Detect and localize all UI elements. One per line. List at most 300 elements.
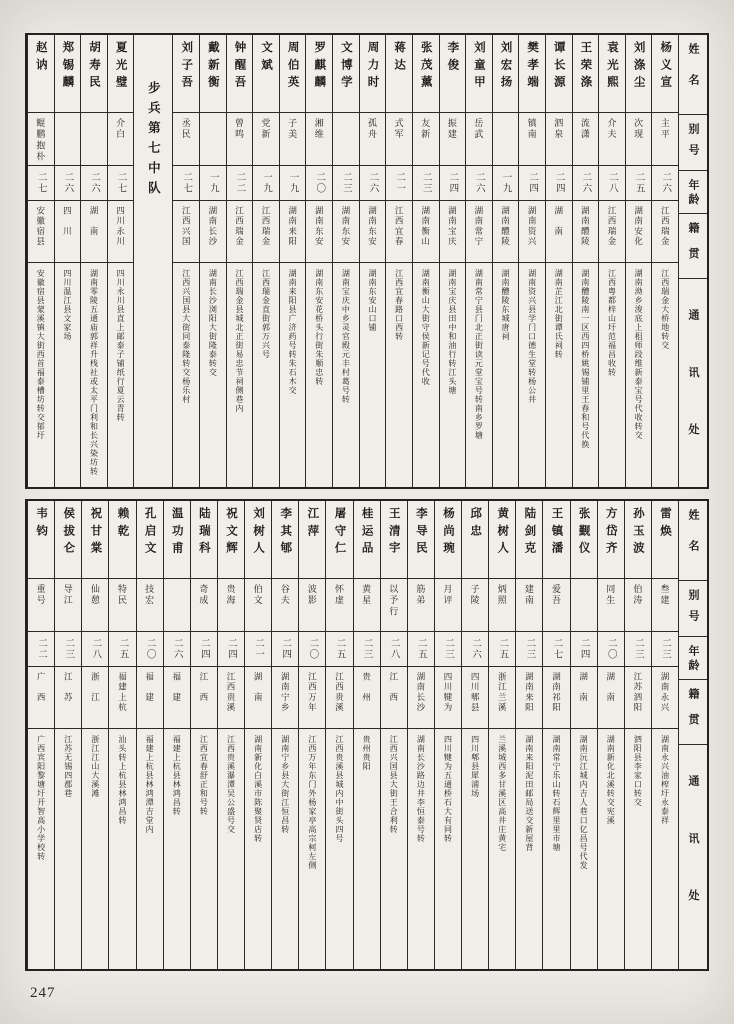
person-origin: 湖南宁乡: [280, 672, 291, 713]
person-name-cell: [306, 35, 332, 113]
person-age: 二七: [115, 172, 126, 194]
person-origin: 湖南永兴: [659, 672, 670, 713]
person-address: 江西瑞金直街郭万兴号: [261, 269, 271, 359]
person-address-cell: [360, 263, 386, 487]
person-name-cell: [82, 501, 108, 579]
person-address-cell: [408, 729, 434, 969]
person-alias-cell: [543, 579, 569, 632]
person-name: 方岱齐: [604, 507, 617, 559]
person-alias-cell: [516, 579, 542, 632]
person-name: 黄树人: [496, 507, 509, 559]
person-origin: 江苏泗阳: [632, 672, 643, 713]
person-age: 二五: [415, 638, 426, 660]
person-address-cell: [599, 263, 625, 487]
person-alias-cell: [626, 113, 652, 166]
person-age: 二四: [225, 638, 236, 660]
person-column: [252, 35, 279, 487]
person-name: 戴新衡: [206, 41, 219, 93]
person-name-cell: [519, 35, 545, 113]
person-age: 二〇: [307, 638, 318, 660]
person-alias-cell: [435, 579, 461, 632]
person-origin-cell: [386, 201, 412, 263]
person-origin: 湖 南: [553, 206, 564, 237]
person-address-cell: [326, 729, 352, 969]
person-column: [226, 35, 253, 487]
person-origin: 江西贵溪: [334, 672, 345, 713]
person-name-cell: [253, 35, 279, 113]
person-alias: 炳照: [496, 584, 507, 607]
person-address: 江西兴国县大街同泰隆转交杨乐村: [181, 269, 191, 404]
person-age-cell: [519, 166, 545, 201]
person-address: 湖南泑乡浚底上租师段维新泰宝号代收转交: [634, 269, 644, 440]
person-origin-cell: [55, 201, 81, 263]
person-alias: 叁建: [659, 584, 670, 607]
person-origin-cell: [573, 201, 599, 263]
person-address: 湖南常宁县门北正街读元堂宝号转南乡罗塘: [474, 269, 484, 440]
person-column: [380, 501, 407, 969]
person-age: 二六: [171, 638, 182, 660]
person-address-cell: [652, 263, 678, 487]
person-address: 湖南来阳泥田邮局送交新屋背: [524, 735, 534, 852]
person-name: 钟醒吾: [233, 41, 246, 93]
person-age: 二二: [234, 172, 245, 194]
person-alias: 同生: [605, 584, 616, 607]
person-column: [172, 35, 199, 487]
person-origin: 江西兴国: [181, 206, 192, 247]
person-name: 罗麒麟: [313, 41, 326, 93]
person-age: 二三: [340, 172, 351, 194]
person-age: 二六: [660, 172, 671, 194]
person-origin: 福建上杭: [117, 672, 128, 713]
person-address-cell: [354, 729, 380, 969]
person-alias-cell: [82, 579, 108, 632]
person-alias: 主平: [659, 118, 670, 141]
person-origin: 湖南东安: [340, 206, 351, 247]
person-age: 二七: [35, 172, 46, 194]
person-age: 二一: [394, 172, 405, 194]
person-name-cell: [435, 501, 461, 579]
person-column: [217, 501, 244, 969]
person-address-cell: [200, 263, 226, 487]
person-origin: 湖南来阳: [287, 206, 298, 247]
person-alias-cell: [108, 113, 134, 166]
person-age: 二八: [388, 638, 399, 660]
person-alias: 孤舟: [366, 118, 377, 141]
person-alias: 特民: [116, 584, 127, 607]
person-origin-cell: [326, 667, 352, 729]
person-address-cell: [489, 729, 515, 969]
roster-table-bottom: [25, 499, 709, 971]
person-age-cell: [354, 632, 380, 667]
person-name: 孔启文: [143, 507, 156, 559]
person-name-cell: [573, 35, 599, 113]
person-name-cell: [360, 35, 386, 113]
header-address-label-cell: [679, 279, 707, 487]
person-column: [298, 501, 325, 969]
person-origin: 安徽宿县: [35, 206, 46, 247]
person-name: 温功甫: [170, 507, 183, 559]
person-name-cell: [386, 35, 412, 113]
person-name-cell: [55, 501, 81, 579]
person-alias: 技宏: [144, 584, 155, 607]
person-alias-cell: [191, 579, 217, 632]
person-name-cell: [489, 501, 515, 579]
person-origin-cell: [227, 201, 253, 263]
person-name: 刘宏扬: [499, 41, 512, 93]
person-age-cell: [573, 166, 599, 201]
person-name: 张觐仪: [577, 507, 590, 559]
person-age-cell: [55, 166, 81, 201]
header-age-label-cell: [679, 637, 707, 680]
person-address-cell: [55, 729, 81, 969]
person-alias: 式军: [393, 118, 404, 141]
header-column: [678, 35, 707, 487]
person-age-cell: [543, 632, 569, 667]
person-alias: 月评: [442, 584, 453, 607]
person-address: 湖南新化北溪转交宪溪: [606, 735, 616, 825]
person-alias: 鲲鹏抱朴: [35, 118, 46, 163]
person-column: [54, 35, 81, 487]
person-column: [465, 35, 492, 487]
person-address-cell: [440, 263, 466, 487]
person-alias: 贵海: [225, 584, 236, 607]
person-origin-cell: [571, 667, 597, 729]
person-origin-cell: [626, 201, 652, 263]
person-origin: 湖南长沙: [415, 672, 426, 713]
person-address: 湖南来阳县广济药号转朱石木交: [288, 269, 298, 395]
person-origin: 浙江兰溪: [497, 672, 508, 713]
person-column: [412, 35, 439, 487]
person-alias-cell: [253, 113, 279, 166]
person-age: 二六: [580, 172, 591, 194]
person-name-cell: [543, 501, 569, 579]
person-origin-cell: [280, 201, 306, 263]
person-address: 湖南资兴县学门口德生堂转杨公井: [527, 269, 537, 404]
person-origin-cell: [599, 201, 625, 263]
person-age: 二〇: [314, 172, 325, 194]
person-alias-cell: [200, 113, 226, 166]
person-alias-cell: [466, 113, 492, 166]
person-alias-cell: [598, 579, 624, 632]
person-name-cell: [626, 35, 652, 113]
person-alias: 爱吾: [550, 584, 561, 607]
person-address: 浙江江山大溪滩: [90, 735, 100, 798]
person-name: 张茂薰: [419, 41, 432, 93]
person-alias-cell: [408, 579, 434, 632]
person-column: [27, 35, 54, 487]
person-age-cell: [360, 166, 386, 201]
person-alias-cell: [360, 113, 386, 166]
person-origin: 江西瑞金: [234, 206, 245, 247]
person-column: [439, 35, 466, 487]
person-name: 周力时: [366, 41, 379, 93]
person-address-cell: [652, 729, 678, 969]
person-name: 祝甘棠: [89, 507, 102, 559]
person-alias: 曾鸣: [233, 118, 244, 141]
person-alias: 湘维: [313, 118, 324, 141]
person-age-cell: [333, 166, 359, 201]
person-age: 一九: [261, 172, 272, 194]
person-name-cell: [516, 501, 542, 579]
person-alias-cell: [519, 113, 545, 166]
person-origin: 江西宜春: [394, 206, 405, 247]
person-alias-cell: [109, 579, 135, 632]
person-column: [518, 35, 545, 487]
person-address-cell: [306, 263, 332, 487]
person-origin: 湖南资兴: [527, 206, 538, 247]
person-age: 二四: [198, 638, 209, 660]
header-alias-label-cell: [679, 581, 707, 637]
person-alias-cell: [462, 579, 488, 632]
person-age-cell: [191, 632, 217, 667]
person-age: 二六: [62, 172, 73, 194]
person-alias-cell: [245, 579, 271, 632]
person-alias: 子陵: [469, 584, 480, 607]
person-address: 福建上杭县林鸿昌转: [172, 735, 182, 816]
person-age: 一九: [287, 172, 298, 194]
person-alias: 党新: [260, 118, 271, 141]
person-name-cell: [173, 35, 199, 113]
person-age: 二〇: [605, 638, 616, 660]
person-name-cell: [333, 35, 359, 113]
person-origin-cell: [413, 201, 439, 263]
person-age-cell: [625, 632, 651, 667]
person-alias-cell: [652, 113, 678, 166]
person-origin: 广 西: [36, 672, 47, 703]
person-alias: 筋弟: [415, 584, 426, 607]
person-address-cell: [516, 729, 542, 969]
person-age-cell: [652, 166, 678, 201]
person-origin: 湖 南: [578, 672, 589, 703]
person-name-cell: [381, 501, 407, 579]
person-origin-cell: [173, 201, 199, 263]
person-name: 陆瑞科: [197, 507, 210, 559]
person-origin: 四川犍为: [442, 672, 453, 713]
person-column: [488, 501, 515, 969]
header-alias-label-cell: [679, 115, 707, 171]
person-column: [651, 501, 678, 969]
person-address: 湖南宝庆县田中和油行转江头塘: [447, 269, 457, 395]
person-address: 汕头转上杭县林鸿昌转: [117, 735, 127, 825]
header-address-label: 通讯处: [687, 309, 699, 481]
header-age-label-cell: [679, 171, 707, 214]
person-column: [107, 35, 134, 487]
person-age-cell: [164, 632, 190, 667]
person-alias-cell: [81, 113, 107, 166]
person-address-cell: [218, 729, 244, 969]
person-column: [279, 35, 306, 487]
person-address: 湖南东安花桥头行街朱顺忠转: [314, 269, 324, 386]
person-age-cell: [386, 166, 412, 201]
person-age-cell: [599, 166, 625, 201]
person-name-cell: [280, 35, 306, 113]
person-address: 湖南东安山口铺: [367, 269, 377, 332]
person-age: 二三: [659, 638, 670, 660]
person-name: 刘树人: [252, 507, 265, 559]
person-address-cell: [299, 729, 325, 969]
person-alias-cell: [333, 113, 359, 166]
person-column: [434, 501, 461, 969]
person-name: 赵讷: [34, 41, 47, 76]
person-name-cell: [598, 501, 624, 579]
person-alias-cell: [227, 113, 253, 166]
person-alias: 次现: [633, 118, 644, 141]
person-column: [407, 501, 434, 969]
person-column: [54, 501, 81, 969]
person-address-cell: [413, 263, 439, 487]
person-name: 周伯英: [286, 41, 299, 93]
person-address: 湖南长沙路边井李恒泰号转: [416, 735, 426, 843]
person-alias-cell: [326, 579, 352, 632]
person-name-cell: [493, 35, 519, 113]
person-name: 樊孝端: [526, 41, 539, 93]
person-origin-cell: [108, 201, 134, 263]
person-age: 二五: [117, 638, 128, 660]
person-address: 湖南宁乡县大街江恒昌转: [280, 735, 290, 834]
person-alias: 丞民: [180, 118, 191, 141]
person-origin-cell: [440, 201, 466, 263]
person-address: 四川温江县文家场: [62, 269, 72, 341]
person-name: 李导民: [414, 507, 427, 559]
person-column: [461, 501, 488, 969]
page-number: 247: [30, 985, 56, 1001]
person-address-cell: [519, 263, 545, 487]
person-age: 二四: [527, 172, 538, 194]
person-alias: 仙憩: [89, 584, 100, 607]
person-alias: 岳武: [473, 118, 484, 141]
person-age: 二四: [447, 172, 458, 194]
person-origin: 湖南醴陵: [580, 206, 591, 247]
person-origin-cell: [28, 201, 54, 263]
person-address: 湖南衡山大街守侯新记号代收: [421, 269, 431, 386]
person-origin-cell: [272, 667, 298, 729]
person-name: 王镇潘: [550, 507, 563, 559]
person-address-cell: [191, 729, 217, 969]
person-age-cell: [516, 632, 542, 667]
person-name-cell: [137, 501, 163, 579]
person-alias-cell: [28, 579, 54, 632]
person-column: [542, 501, 569, 969]
person-column: [108, 501, 135, 969]
person-age: 二五: [334, 638, 345, 660]
person-origin: 湖 南: [605, 672, 616, 703]
person-origin-cell: [55, 667, 81, 729]
person-alias-cell: [55, 579, 81, 632]
person-age: 二八: [606, 172, 617, 194]
person-name-cell: [354, 501, 380, 579]
person-address: 江西万年东门外杨家亭高宗柯左侧: [307, 735, 317, 870]
person-age-cell: [546, 166, 572, 201]
person-column: [190, 501, 217, 969]
person-origin: 湖南醴陵: [500, 206, 511, 247]
person-origin: 四川郫县: [470, 672, 481, 713]
person-origin: 湖南东安: [367, 206, 378, 247]
person-age-cell: [280, 166, 306, 201]
person-name: 谭长源: [552, 41, 565, 93]
person-origin-cell: [652, 201, 678, 263]
person-origin: 江西瑞金: [261, 206, 272, 247]
person-address-cell: [227, 263, 253, 487]
person-name: 桂运品: [360, 507, 373, 559]
person-origin-cell: [28, 667, 54, 729]
person-age: 二七: [181, 172, 192, 194]
person-origin: 江西瑞金: [606, 206, 617, 247]
person-age-cell: [440, 166, 466, 201]
person-address-cell: [82, 729, 108, 969]
person-age-cell: [200, 166, 226, 201]
person-address-cell: [386, 263, 412, 487]
person-alias-cell: [306, 113, 332, 166]
person-origin-cell: [493, 201, 519, 263]
person-column: [332, 35, 359, 487]
person-origin: 湖南祁阳: [551, 672, 562, 713]
person-address-cell: [253, 263, 279, 487]
person-origin-cell: [381, 667, 407, 729]
person-origin-cell: [81, 201, 107, 263]
section-divider-column: [133, 35, 172, 487]
person-column: [572, 35, 599, 487]
person-address: 江西兴国县大街王合利转: [389, 735, 399, 834]
person-age: 二一: [253, 638, 264, 660]
person-origin: 福 建: [171, 672, 182, 703]
person-alias: 黄星: [361, 584, 372, 607]
person-origin-cell: [466, 201, 492, 263]
person-address-cell: [571, 729, 597, 969]
header-name-label-cell: [679, 35, 707, 115]
person-column: [353, 501, 380, 969]
person-alias: 以予行: [388, 584, 399, 618]
person-address: 江西宜春路口西转: [394, 269, 404, 341]
person-age: 二三: [420, 172, 431, 194]
person-name: 李其郇: [279, 507, 292, 559]
person-age-cell: [626, 166, 652, 201]
person-age-cell: [598, 632, 624, 667]
person-name: 邱忠: [469, 507, 482, 542]
person-alias: 谷夫: [279, 584, 290, 607]
person-name-cell: [625, 501, 651, 579]
person-alias: 介夫: [606, 118, 617, 141]
person-column: [271, 501, 298, 969]
person-address: 江西贵溪县城内中街头四号: [334, 735, 344, 843]
person-alias-cell: [413, 113, 439, 166]
person-origin: 江 西: [388, 672, 399, 703]
person-origin-cell: [360, 201, 386, 263]
person-address-cell: [598, 729, 624, 969]
person-name-cell: [164, 501, 190, 579]
person-name: 祝文辉: [224, 507, 237, 559]
person-age: 二三: [361, 638, 372, 660]
person-address-cell: [108, 263, 134, 487]
person-column: [199, 35, 226, 487]
table-frame: [25, 33, 709, 971]
person-age: 二六: [367, 172, 378, 194]
person-column: [136, 501, 163, 969]
person-address-cell: [546, 263, 572, 487]
person-address-cell: [272, 729, 298, 969]
person-column: [244, 501, 271, 969]
person-address: 安徽宿县蒙溪镇大街西首福泰槽坊转交郁圩: [36, 269, 46, 440]
person-age-cell: [173, 166, 199, 201]
header-age-label: 年龄: [687, 179, 699, 208]
person-alias: 重号: [35, 584, 46, 607]
person-address-cell: [81, 263, 107, 487]
person-address-cell: [173, 263, 199, 487]
person-name-cell: [299, 501, 325, 579]
person-name-cell: [571, 501, 597, 579]
person-alias-cell: [272, 579, 298, 632]
person-address: 湖南沅江城内吉人巷口亿昌号代发: [579, 735, 589, 870]
person-origin-cell: [164, 667, 190, 729]
